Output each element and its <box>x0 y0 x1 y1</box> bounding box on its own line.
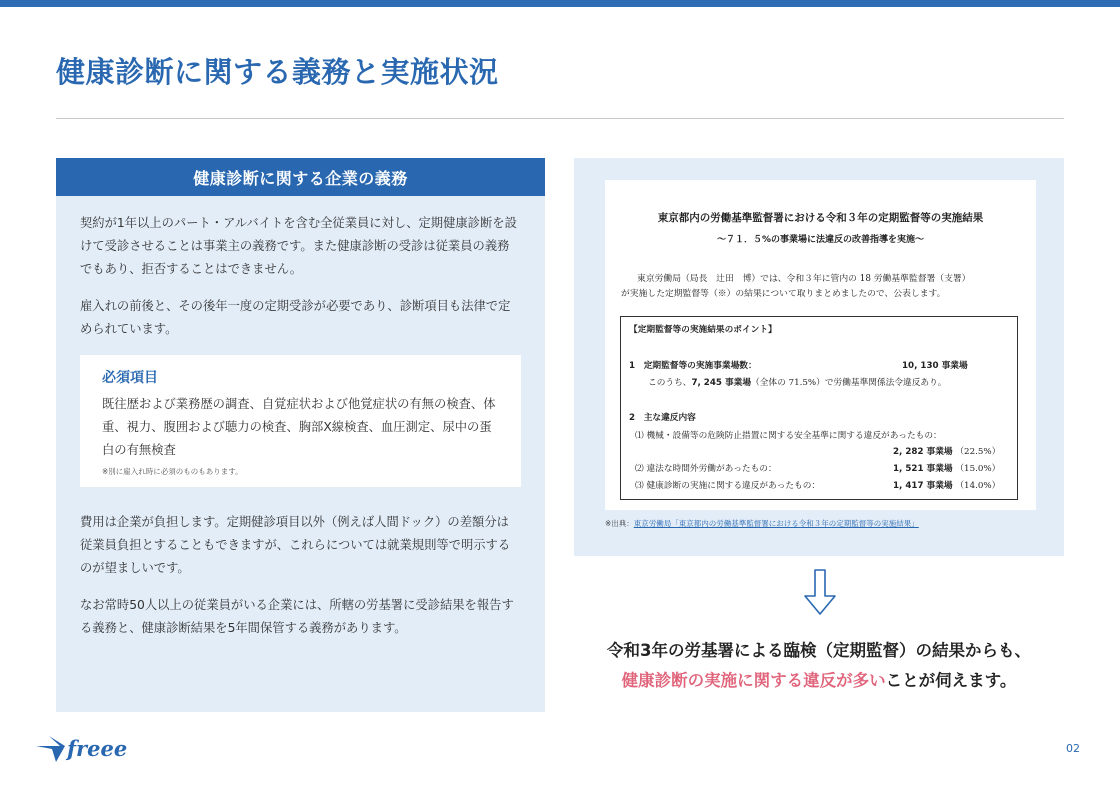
logo-wordmark: freee <box>67 736 128 761</box>
conclusion-text <box>574 636 1064 696</box>
report-title: 東京都内の労働基準監督署における令和３年の定期監督等の実施結果 <box>657 212 984 224</box>
page-number: 02 <box>1066 742 1080 755</box>
top-accent-bar <box>0 0 1120 7</box>
paragraph-reporting: なお常時50人以上の従業員がいる企業には、所轄の労基署に受診結果を報告する義務と、健康診断結果を5年間保管する義務があります。 <box>80 598 514 635</box>
report-intro-line1: 東京労働局（局長 辻田 博）では、令和３年に管内の 18 労働基準監督署（支署） <box>637 274 971 284</box>
violation1-value: 2, 282 事業場 （22.5%） <box>893 447 1001 457</box>
report-intro-line2: が実施した定期監督等（※）の結果について取りまとめましたので、公表します。 <box>621 289 946 299</box>
obligations-panel <box>56 158 545 712</box>
item2-label: 2 主な違反内容 <box>629 413 696 423</box>
required-items-text: 既往歴および業務歴の調査、自覚症状および他覚症状の有無の検査、体重、視力、腹囲および聴力の検査、胸部X線検査、血圧測定、尿中の蛋白の有無検査 <box>102 397 496 457</box>
points-box-title: 【定期監督等の実施結果のポイント】 <box>629 325 777 335</box>
violation1-label: ⑴ 機械・設備等の危険防止措置に関する安全基準に関する違反があったもの： <box>635 431 942 441</box>
report-intro <box>621 272 1021 302</box>
freee-logo <box>34 732 134 766</box>
paragraph-timing: 雇入れの前後と、その後年一度の定期受診が必要であり、診断項目も法律で定められています。 <box>80 299 511 336</box>
arrow-down-icon <box>800 568 840 618</box>
violation2-value: 1, 521 事業場 （15.0%） <box>893 464 1001 474</box>
conclusion-highlight: 健康診断の実施に関する違反が多い <box>621 671 886 690</box>
item1-sub: このうち、7, 245 事業場（全体の 71.5%）で労働基準関係法令違反あり。 <box>648 378 947 388</box>
source-link[interactable]: 東京労働局「東京都内の労働基準監督署における令和３年の定期監督等の実施結果」 <box>633 519 919 528</box>
item1-label: 1 定期監督等の実施事業場数： <box>629 361 757 371</box>
obligations-header: 健康診断に関する企業の義務 <box>56 158 545 196</box>
required-items-box <box>80 355 521 487</box>
conclusion-line2: ことが伺えます。 <box>885 671 1017 690</box>
bird-icon <box>36 736 65 762</box>
report-excerpt <box>605 180 1036 510</box>
report-subtitle: ～７１．５%の事業場に法違反の改善指導を実施～ <box>716 235 925 245</box>
inspection-results-panel <box>574 158 1064 556</box>
conclusion-line1: 令和3年の労基署による臨検（定期監督）の結果からも、 <box>607 641 1031 660</box>
item1-value: 10, 130 事業場 <box>902 361 968 371</box>
obligations-body <box>56 196 545 640</box>
violation3-value: 1, 417 事業場 （14.0%） <box>893 481 1001 491</box>
title-divider <box>56 118 1064 119</box>
required-items-title: 必須項目 <box>102 370 158 386</box>
report-points-box <box>620 316 1018 500</box>
paragraph-obligation: 契約が1年以上のパート・アルバイトを含む全従業員に対し、定期健康診断を設けて受診させることは事業主の義務です。また健康診断の受診は従業員の義務でもあり、拒否することはできません。 <box>80 216 517 276</box>
paragraph-cost: 費用は企業が負担します。定期健診項目以外（例えば人間ドック）の差額分は従業員負担とすることもできますが、これらについては就業規則等で明示するのが望ましいです。 <box>80 515 511 575</box>
page-title: 健康診断に関する義務と実施状況 <box>56 55 499 89</box>
required-items-note: ※別に雇入れ時に必須のものもあります。 <box>102 467 243 476</box>
source-citation: ※出典：東京労働局「東京都内の労働基準監督署における令和３年の定期監督等の実施結果」 <box>605 519 919 528</box>
violation3-label: ⑶ 健康診断の実施に関する違反があったもの： <box>635 481 821 491</box>
violation2-label: ⑵ 違法な時間外労働があったもの： <box>635 464 777 474</box>
